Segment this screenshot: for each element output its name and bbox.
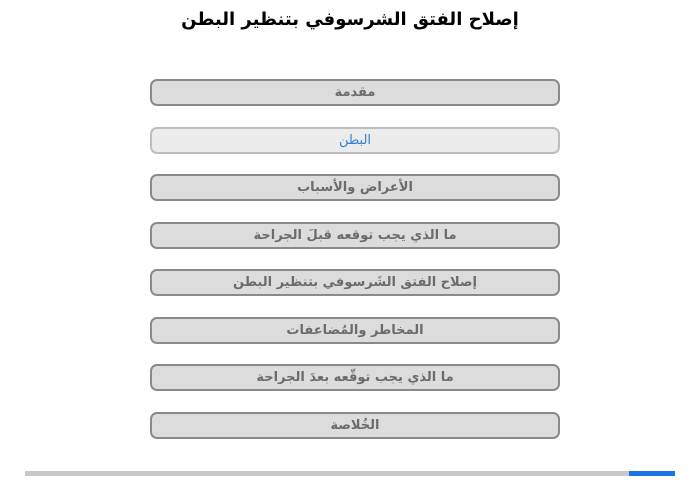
menu-item-risks-complications[interactable]: المخاطر والمُضاعفات: [150, 317, 560, 344]
menu-item-abdomen[interactable]: البطن: [150, 127, 560, 154]
menu-item-after-surgery[interactable]: ما الذي يجب توقّعه بعدَ الجراحة: [150, 364, 560, 391]
menu-item-symptoms-causes[interactable]: الأعراض والأسباب: [150, 174, 560, 201]
progress-bar-fill: [629, 471, 675, 476]
menu-item-before-surgery[interactable]: ما الذي يجب توقعه قبلَ الجراحة: [150, 222, 560, 249]
progress-bar: [25, 471, 675, 476]
chapter-menu: [150, 79, 560, 459]
page-title: إصلاح الفتق الشرسوفي بتنظير البطن: [181, 9, 519, 30]
menu-item-laparoscopic-repair[interactable]: إصلاح الفتق الشَرسوفي بتنظير البطن: [150, 269, 560, 296]
menu-item-introduction[interactable]: مقدمة: [150, 79, 560, 106]
menu-item-summary[interactable]: الخُلاصة: [150, 412, 560, 439]
